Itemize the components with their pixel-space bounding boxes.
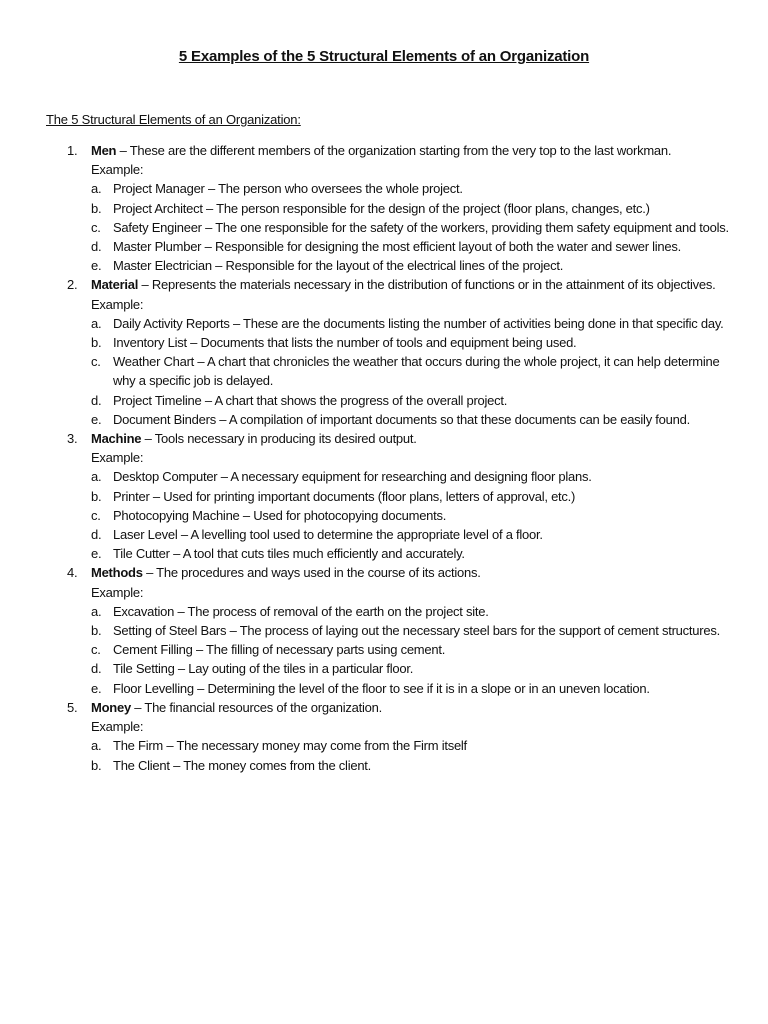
example-item — [46, 525, 736, 544]
item-name: Men — [91, 143, 117, 158]
item-name: Machine — [91, 431, 142, 447]
example-item — [46, 391, 736, 410]
example-item — [46, 679, 736, 698]
example-label: Example: — [91, 719, 144, 735]
example-letter: d. — [91, 527, 102, 543]
item-number: 2. — [67, 277, 78, 293]
list-item — [46, 429, 736, 563]
example-letter: c. — [91, 642, 101, 658]
example-letter: b. — [91, 200, 102, 216]
example-label: Example: — [91, 296, 144, 312]
example-letter: a. — [91, 181, 102, 197]
example-text: Master Plumber – Responsible for designing the most efficient layout of both the water and sewer lines. — [113, 239, 681, 255]
example-letter: e. — [91, 411, 102, 427]
item-description: – The procedures and ways used in the course of its actions. — [142, 565, 481, 581]
example-item — [46, 333, 736, 352]
example-text: Cement Filling – The filling of necessary parts using cement. — [113, 642, 446, 658]
item-description: – These are the different members of the organization starting from the very top to the last workman. — [116, 143, 672, 158]
example-item — [46, 237, 736, 256]
example-text: Desktop Computer – A necessary equipment for researching and designing floor plans. — [113, 469, 592, 485]
example-text: Setting of Steel Bars – The process of laying out the necessary steel bars for the support of cement structures. — [113, 623, 720, 639]
example-text: Master Electrician – Responsible for the layout of the electrical lines of the project. — [113, 258, 564, 274]
example-letter: e. — [91, 680, 102, 696]
example-item — [46, 199, 736, 218]
item-number: 3. — [67, 431, 78, 447]
example-text: Tile Setting – Lay outing of the tiles in a particular floor. — [113, 661, 414, 677]
example-text: Project Timeline – A chart that shows the progress of the overall project. — [113, 392, 508, 408]
example-item — [46, 640, 736, 659]
list-item — [46, 141, 736, 275]
example-letter: e. — [91, 258, 102, 274]
item-name: Money — [91, 699, 131, 715]
example-item — [46, 410, 736, 429]
example-item — [46, 756, 736, 775]
list-item — [46, 698, 736, 775]
list-item — [46, 275, 736, 429]
example-text: Excavation – The process of removal of the earth on the project site. — [113, 603, 489, 619]
item-number: 4. — [67, 565, 78, 581]
example-item — [46, 736, 736, 755]
document-title: 5 Examples of the 5 Structural Elements of an Organization — [178, 48, 590, 65]
example-text: Floor Levelling – Determining the level of the floor to see if it is in a slope or in an uneven location. — [113, 680, 650, 696]
example-label: Example: — [91, 450, 144, 466]
example-text: Printer – Used for printing important documents (floor plans, letters of approval, etc.) — [113, 488, 576, 504]
item-line — [46, 141, 736, 160]
item-number: 1. — [67, 143, 78, 158]
example-item — [46, 544, 736, 563]
list-item — [46, 563, 736, 697]
example-item — [46, 659, 736, 678]
example-letter: d. — [91, 239, 102, 255]
item-description: – Represents the materials necessary in the distribution of functions or in the attainment of its objectives. — [138, 277, 716, 293]
item-line — [46, 429, 736, 448]
example-letter: b. — [91, 623, 102, 639]
example-letter: b. — [91, 335, 102, 351]
example-letter: b. — [91, 488, 102, 504]
item-line — [46, 275, 736, 294]
example-label: Example: — [91, 162, 144, 178]
example-text: Photocopying Machine – Used for photocopying documents. — [113, 507, 447, 523]
item-name: Methods — [91, 565, 143, 581]
item-line — [46, 563, 736, 582]
example-item — [46, 467, 736, 486]
example-letter: e. — [91, 546, 102, 562]
example-item — [46, 256, 736, 275]
example-text: Tile Cutter – A tool that cuts tiles much efficiently and accurately. — [113, 546, 465, 562]
item-number: 5. — [67, 699, 78, 715]
example-letter: c. — [91, 219, 101, 235]
example-letter: a. — [91, 738, 102, 754]
example-letter: a. — [91, 603, 102, 619]
example-item — [46, 314, 736, 333]
example-item — [46, 352, 736, 390]
item-description: – The financial resources of the organization. — [130, 699, 382, 715]
example-text: Project Manager – The person who oversees the whole project. — [113, 181, 463, 197]
item-description: – Tools necessary in producing its desired output. — [141, 431, 417, 447]
example-letter: d. — [91, 392, 102, 408]
example-letter: a. — [91, 469, 102, 485]
example-letter: b. — [91, 757, 102, 773]
example-text: The Firm – The necessary money may come from the Firm itself — [113, 738, 467, 754]
example-item — [46, 487, 736, 506]
example-text: Inventory List – Documents that lists the number of tools and equipment being used. — [113, 335, 577, 351]
example-label: Example: — [91, 584, 144, 600]
example-letter: c. — [91, 354, 101, 370]
example-item — [46, 506, 736, 525]
example-item — [46, 602, 736, 621]
example-text: The Client – The money comes from the client. — [113, 757, 372, 773]
example-item — [46, 179, 736, 198]
example-letter: d. — [91, 661, 102, 677]
example-letter: a. — [91, 315, 102, 331]
example-text: Safety Engineer – The one responsible for the safety of the workers, providing them safety equipment and tools. — [113, 219, 729, 235]
example-text: Weather Chart – A chart that chronicles the weather that occurs during the whole project, it can help determine why a specific job is delayed. — [113, 354, 720, 389]
example-text: Daily Activity Reports – These are the documents listing the number of activities being done in that specific day. — [113, 315, 724, 331]
item-name: Material — [91, 277, 139, 293]
elements-list — [46, 141, 736, 775]
section-heading: The 5 Structural Elements of an Organization: — [46, 112, 301, 127]
example-item — [46, 621, 736, 640]
example-text: Laser Level – A levelling tool used to determine the appropriate level of a floor. — [113, 527, 543, 543]
example-text: Project Architect – The person responsible for the design of the project (floor plans, changes, etc.) — [113, 200, 650, 216]
example-text: Document Binders – A compilation of important documents so that these documents can be easily found. — [113, 411, 690, 427]
example-item — [46, 218, 736, 237]
example-letter: c. — [91, 507, 101, 523]
item-line — [46, 698, 736, 717]
